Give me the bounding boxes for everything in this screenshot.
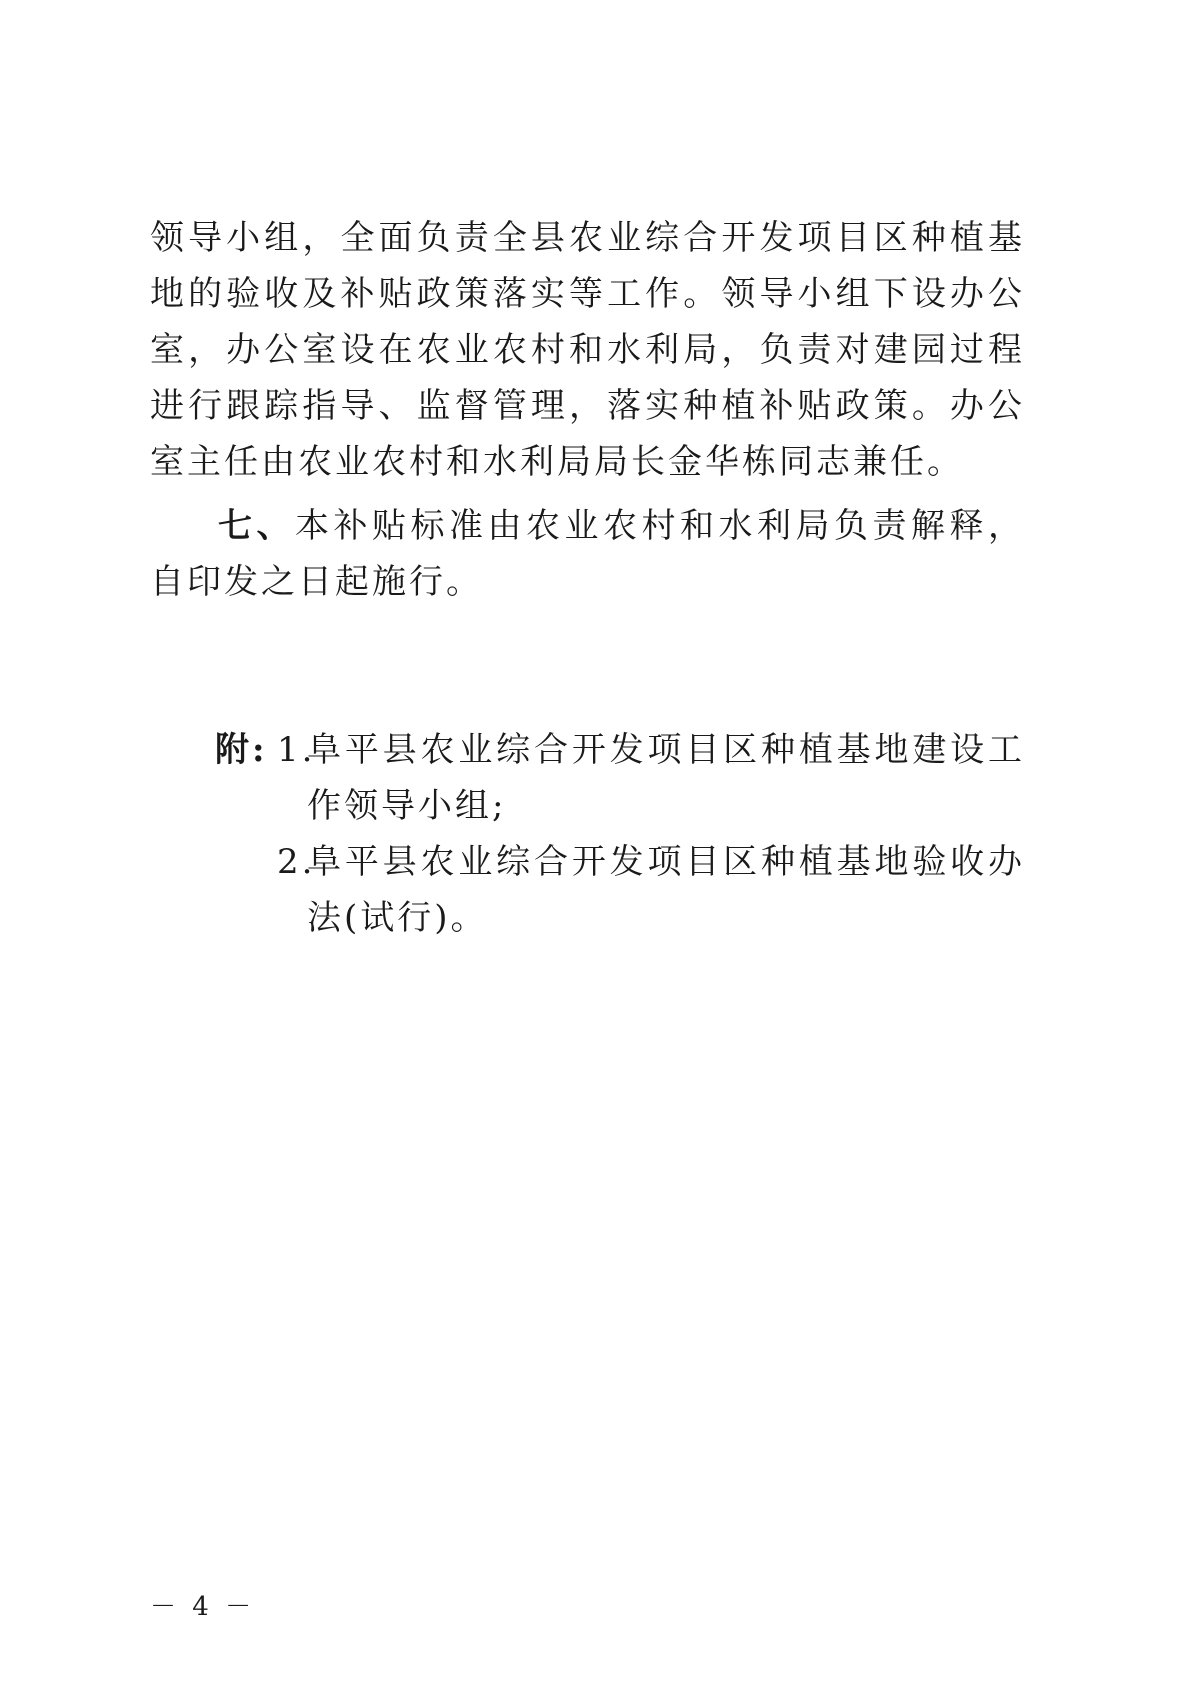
attachments-label: 附: xyxy=(215,730,268,770)
page-number: － 4 － xyxy=(150,1592,256,1622)
paragraph-leadership-group: 领导小组，全面负责全县农业综合开发项目区种植基地的验收及补贴政策落实等工作。领导小组下设办公室，办公室设在农业农村和水利局，负责对建园过程进行跟踪指导、监督管理，落实种植补贴政策。办公室主任由农业农村和水利局局长金华栋同志兼任。 xyxy=(150,218,1025,482)
attachment-text: 阜平县农业综合开发项目区种植基地验收办法(试行)。 xyxy=(307,842,1025,938)
attachment-text: 阜平县农业综合开发项目区种植基地建设工作领导小组; xyxy=(307,730,1025,826)
attachments-list xyxy=(215,722,1025,946)
attachment-item xyxy=(277,834,1025,946)
section-seven-text: 本补贴标准由农业农村和水利局负责解释，自印发之日起施行。 xyxy=(150,506,1025,602)
attachment-number: 1. xyxy=(277,730,316,770)
attachment-number: 2. xyxy=(277,842,316,882)
paragraph-section-seven xyxy=(150,498,1025,610)
section-heading-seven: 七、 xyxy=(218,506,295,546)
attachment-item xyxy=(277,722,1025,834)
